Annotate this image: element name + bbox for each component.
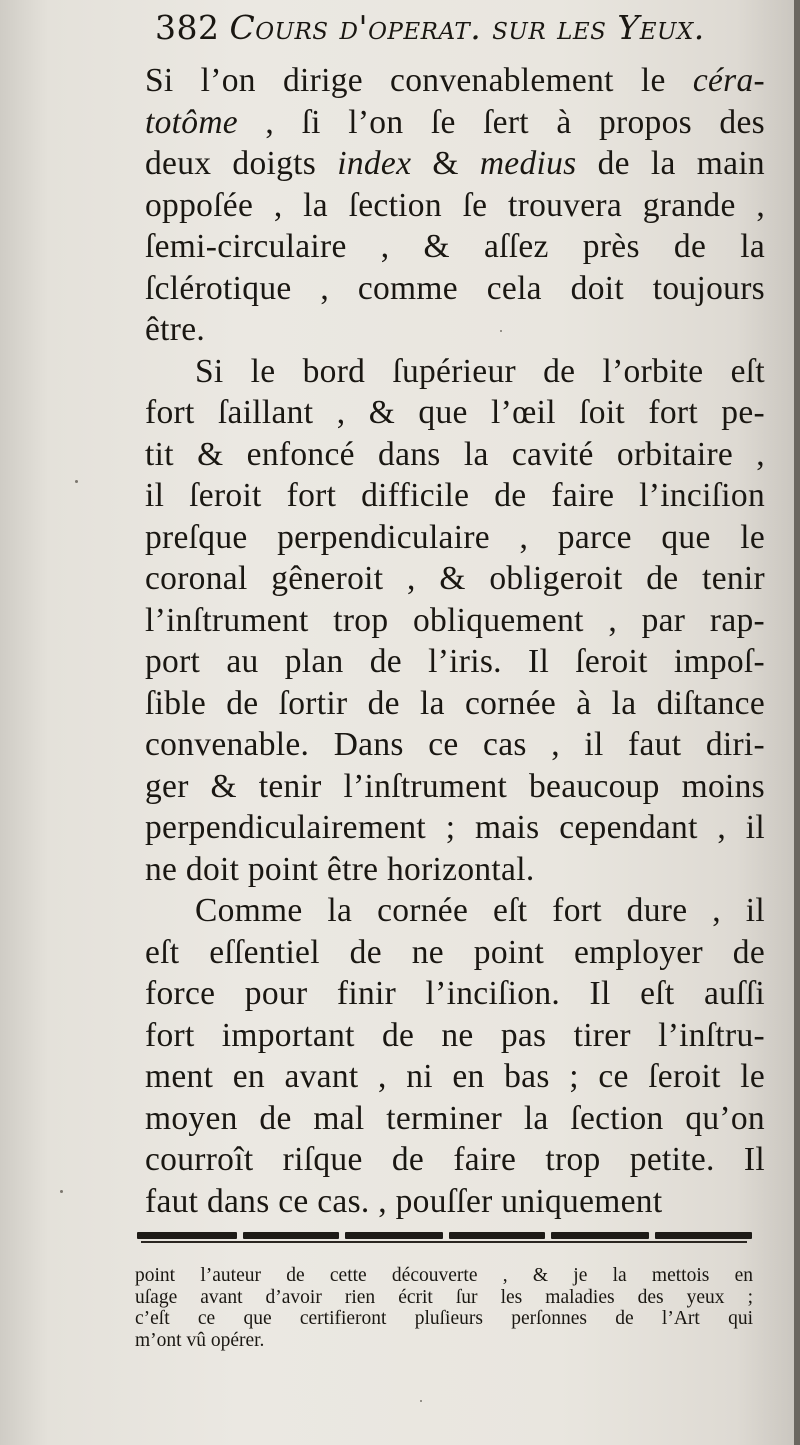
text-run: tit & enfoncé dans la cavité orbitaire , [145, 435, 765, 473]
text-run: faut dans ce cas. , pouſſer uniquement [145, 1182, 663, 1220]
text-run: perpendiculairement ; mais cependant , il [145, 809, 765, 846]
paper-speck [500, 330, 502, 332]
text-line [145, 475, 765, 517]
text-line [145, 683, 765, 725]
italic-term: totôme [145, 103, 238, 141]
text-run: force pour finir l’inciſion. Il eſt auſſi [145, 975, 765, 1012]
text-line [145, 973, 765, 1015]
italic-term: medius [479, 145, 577, 182]
text-run: ger & tenir l’inſtrument beaucoup moins [145, 767, 765, 805]
text-line [145, 890, 765, 932]
text-line [145, 434, 765, 476]
running-head-title: Cours d'operat. sur les Yeux. [229, 8, 705, 47]
footnote-line: point l’auteur de cette découverte , & je la mettois en [135, 1265, 753, 1286]
paper-speck [420, 1400, 422, 1402]
text-run: l’inſtrument trop obliquement , par rap- [145, 601, 765, 639]
text-line [145, 226, 765, 268]
text-run: eſt eſſentiel de ne point employer de [145, 933, 765, 971]
main-text [145, 60, 765, 1222]
paper-speck [60, 1190, 63, 1193]
text-line [145, 143, 765, 185]
text-line [145, 807, 765, 849]
text-line [145, 641, 765, 683]
text-line [145, 309, 765, 351]
text-run: Si l’on dirige convenablement le [145, 62, 693, 99]
footnote-line: uſage avant d’avoir rien écrit ſur les maladies des yeux ; [135, 1286, 753, 1308]
text-line [145, 1015, 765, 1057]
text-run: ment en avant , ni en bas ; ce ſeroit le [145, 1058, 765, 1095]
text-line [145, 60, 765, 102]
text-run: de la main [576, 145, 765, 182]
paragraph [145, 60, 765, 351]
italic-term: index [337, 145, 412, 182]
paragraph [145, 890, 765, 1222]
text-run: preſque perpendiculaire , parce que le [145, 518, 765, 556]
text-line [145, 517, 765, 559]
text-run: ne doit point être horizontal. [145, 850, 535, 888]
footnote-separator-rule [137, 1232, 752, 1246]
text-run: fort important de ne pas tirer l’inſtru- [145, 1016, 765, 1054]
text-run: ſemi-circulaire , & aſſez près de la [145, 228, 765, 265]
running-header [155, 8, 765, 58]
text-line [145, 392, 765, 434]
text-run: fort ſaillant , & que l’œil ſoit fort pe- [145, 394, 765, 431]
text-run: port au plan de l’iris. Il ſeroit impoſ- [145, 643, 765, 680]
text-run: il ſeroit fort difficile de faire l’inciſion [145, 477, 765, 514]
text-run: & [411, 145, 480, 182]
text-line [145, 558, 765, 600]
text-line [145, 1098, 765, 1140]
text-run: Comme la cornée eſt fort dure , il [195, 892, 765, 929]
text-line [145, 932, 765, 974]
page-edge-shadow [794, 0, 800, 1445]
text-run: être. [145, 311, 206, 348]
paragraph [145, 351, 765, 891]
footnote [135, 1265, 753, 1351]
text-run: ſclérotique , comme cela doit toujours [145, 269, 765, 307]
text-line [145, 724, 765, 766]
text-line [145, 1139, 765, 1181]
page-number: 382 [155, 8, 220, 47]
text-line [145, 1181, 765, 1223]
text-line [145, 600, 765, 642]
text-line [145, 1056, 765, 1098]
text-line [145, 268, 765, 310]
italic-term: céra- [692, 62, 765, 99]
footnote-line: c’eſt ce que certifieront pluſieurs perſonnes de l’Art qui [135, 1308, 753, 1329]
text-run: Si le bord ſupérieur de l’orbite eſt [195, 352, 765, 390]
footnote-line: m’ont vû opérer. [135, 1329, 265, 1351]
text-run: courroît riſque de faire trop petite. Il [145, 1141, 765, 1178]
text-run: ſible de ſortir de la cornée à la diſtance [145, 684, 765, 722]
text-run: oppoſée , la ſection ſe trouvera grande , [145, 186, 765, 224]
text-run: deux doigts [145, 145, 338, 182]
text-line [145, 849, 765, 891]
text-run: , ſi l’on ſe ſert à propos des [237, 103, 765, 141]
text-run: convenable. Dans ce cas , il faut diri- [145, 726, 765, 763]
text-line [145, 185, 765, 227]
text-run: coronal gêneroit , & obligeroit de tenir [145, 560, 765, 597]
text-line [145, 102, 765, 144]
text-run: moyen de mal terminer la ſection qu’on [145, 1099, 765, 1137]
text-line [145, 766, 765, 808]
text-line [145, 351, 765, 393]
paper-speck [75, 480, 78, 483]
